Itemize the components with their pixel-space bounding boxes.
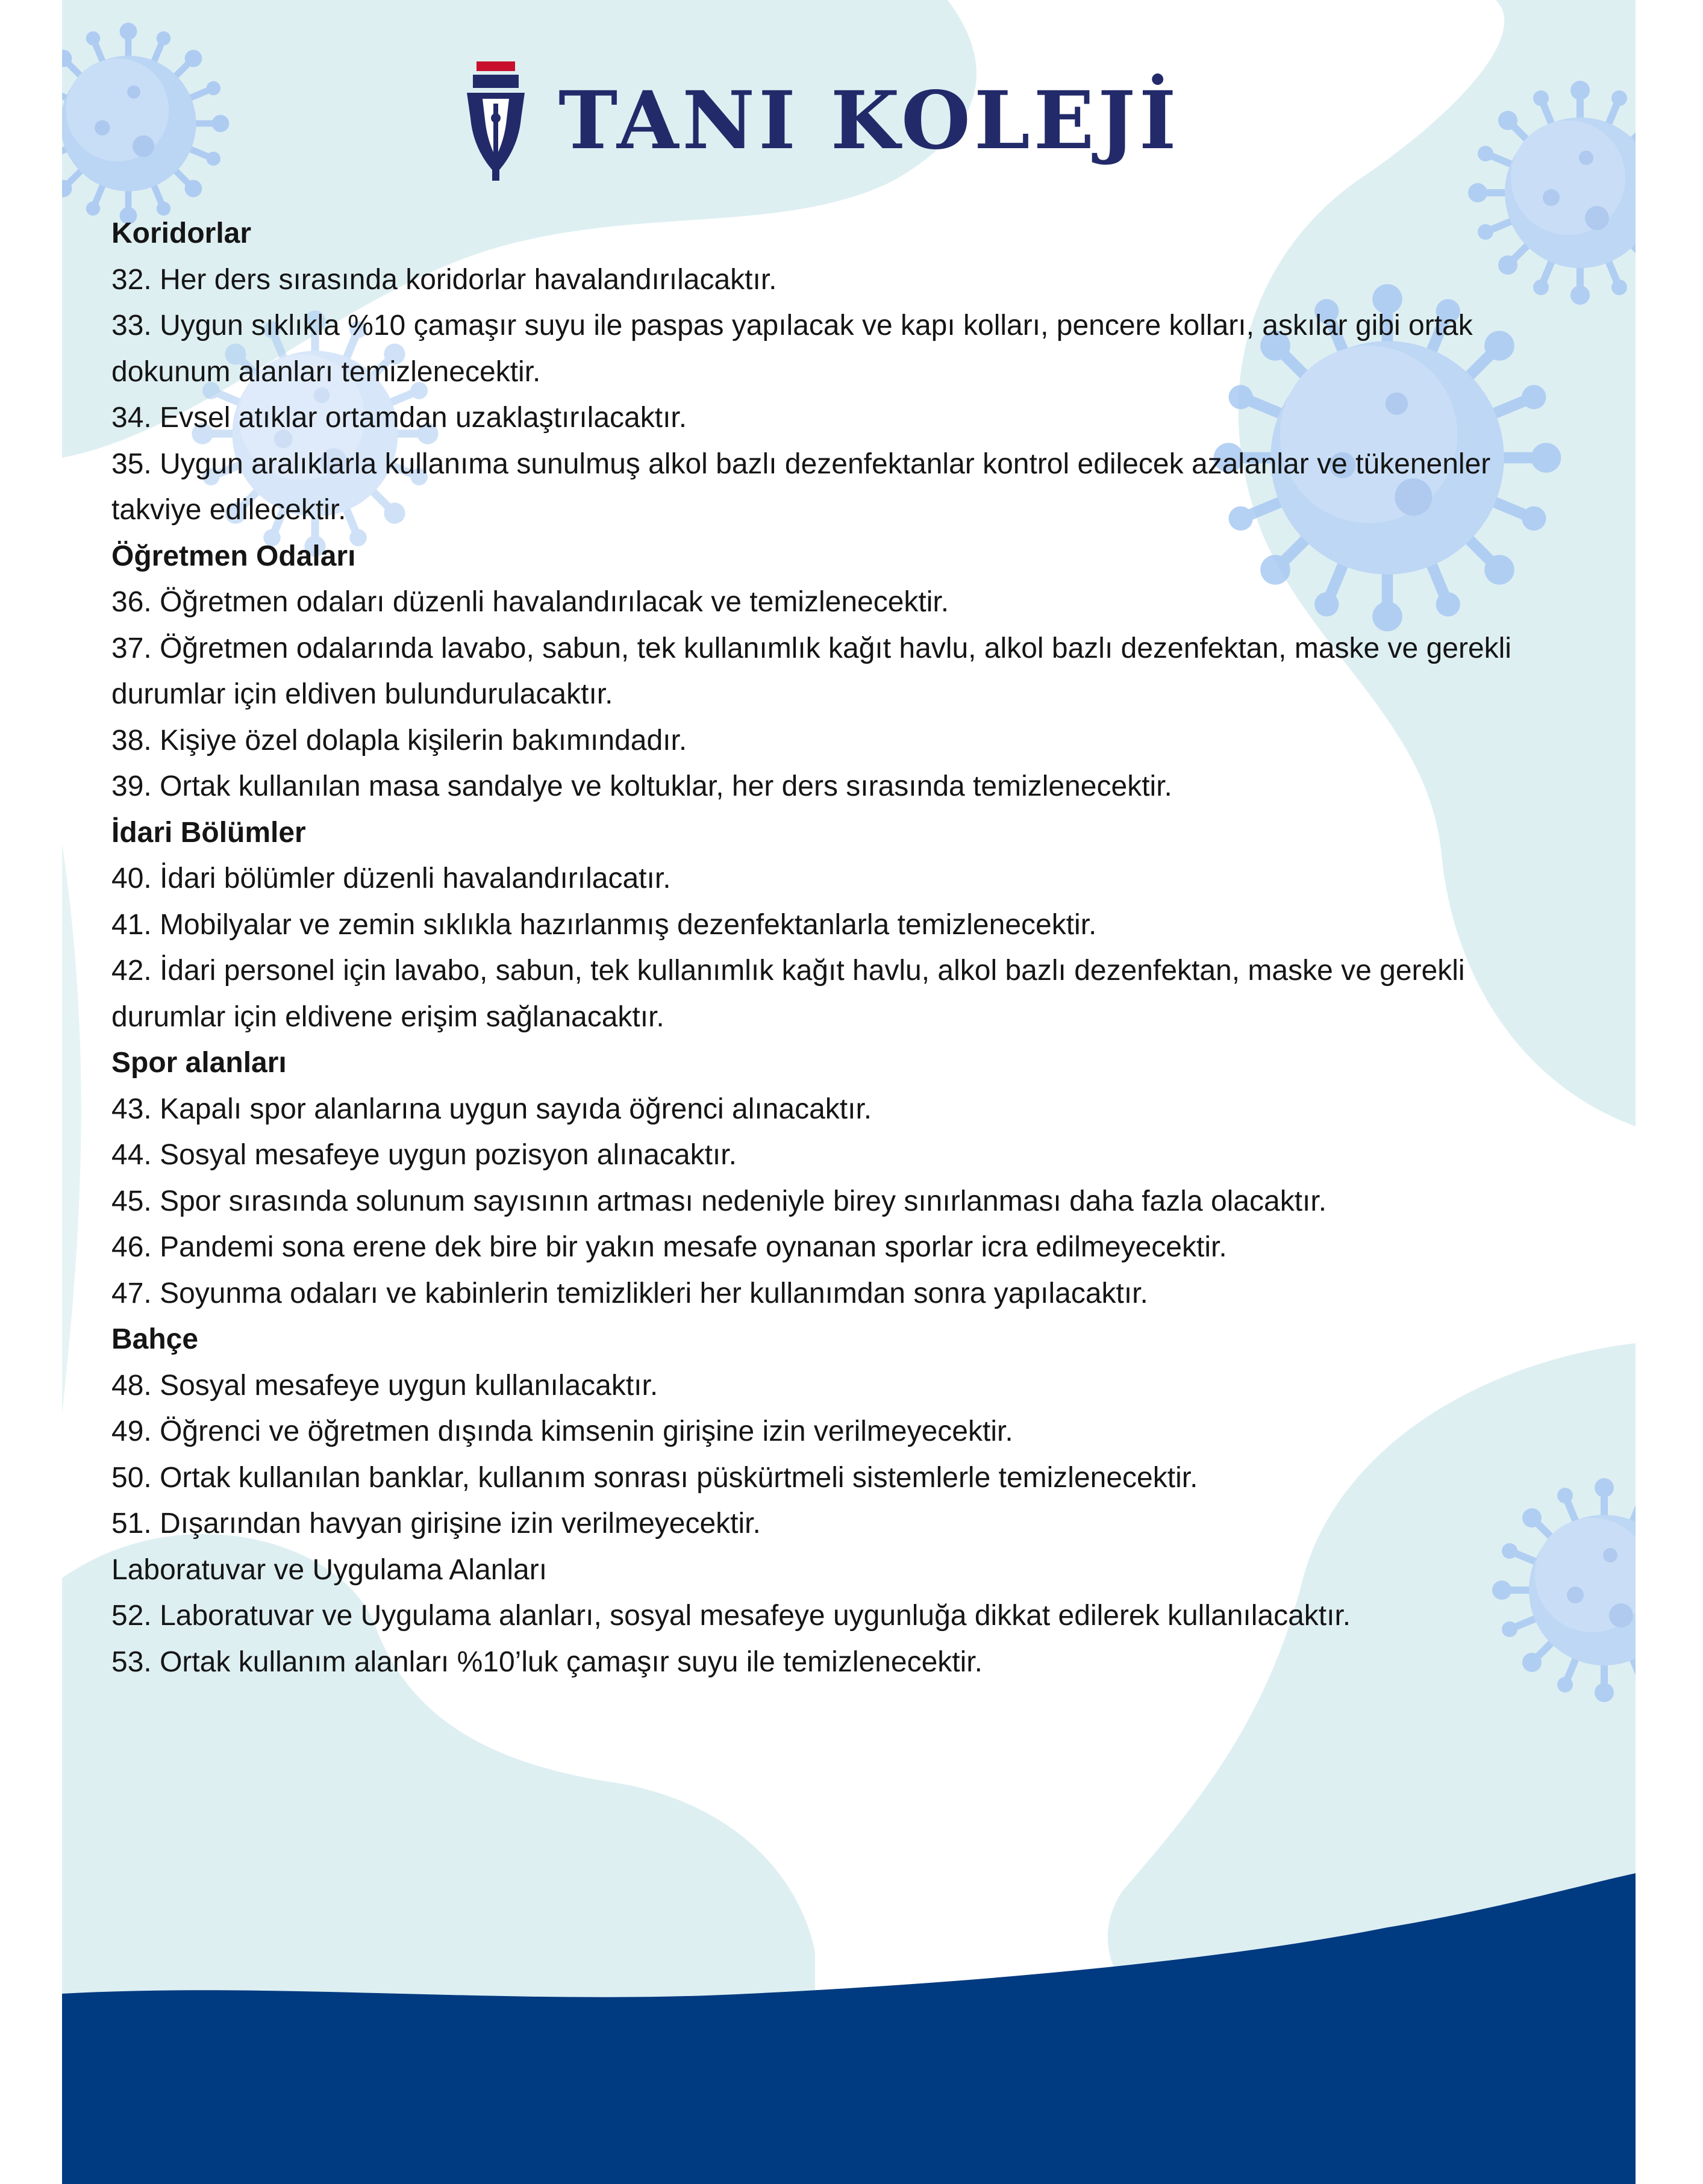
document-body [111,211,1630,1685]
rule-line: takviye edilecektir. [111,494,346,526]
rule-line: 50. Ortak kullanılan banklar, kullanım sonrası püskürtmeli sistemlerle temizlenecektir. [111,1461,1198,1494]
section-heading: İdari Bölümler [111,816,306,849]
rule-line: durumlar için eldiven bulundurulacaktır. [111,678,613,710]
section-heading: Öğretmen Odaları [111,540,356,572]
rule-line: 53. Ortak kullanım alanları %10’luk çamaşır suyu ile temizlenecektir. [111,1646,983,1678]
rule-line: durumlar için eldivene erişim sağlanacaktır. [111,1000,664,1033]
logo [454,57,1180,184]
rule-line: 51. Dışarından havyan girişine izin verilmeyecektir. [111,1508,761,1540]
rule-line: 42. İdari personel için lavabo, sabun, tek kullanımlık kağıt havlu, alkol bazlı dezenfektan, maske ve gerekli [111,955,1465,987]
rule-line: 45. Spor sırasında solunum sayısının artması nedeniyle birey sınırlanması daha fazla olacaktır. [111,1185,1327,1217]
rule-line: 47. Soyunma odaları ve kabinlerin temizlikleri her kullanımdan sonra yapılacaktır. [111,1277,1148,1309]
rule-line: 44. Sosyal mesafeye uygun pozisyon alınacaktır. [111,1139,737,1171]
rule-line: 36. Öğretmen odaları düzenli havalandırılacak ve temizlenecektir. [111,586,949,618]
rule-line: 49. Öğrenci ve öğretmen dışında kimsenin girişine izin verilmeyecektir. [111,1415,1013,1447]
rule-line: 43. Kapalı spor alanlarına uygun sayıda öğrenci alınacaktır. [111,1093,872,1125]
section-heading: Laboratuvar ve Uygulama Alanları [111,1553,548,1586]
rule-line: 52. Laboratuvar ve Uygulama alanları, sosyal mesafeye uygunluğa dikkat edilerek kullanılacaktır. [111,1600,1351,1632]
rule-line: 39. Ortak kullanılan masa sandalye ve koltuklar, her ders sırasında temizlenecektir. [111,770,1172,802]
rule-line: 35. Uygun aralıklarla kullanıma sunulmuş alkol bazlı dezenfektanlar kontrol edilecek azalanlar ve tükenenler [111,448,1491,480]
rule-line: 40. İdari bölümler düzenli havalandırılacatır. [111,863,671,894]
fountain-pen-nib-icon [454,60,538,181]
section-heading: Koridorlar [111,217,252,249]
rule-line: 38. Kişiye özel dolapla kişilerin bakımındadır. [111,724,687,757]
rule-line: 37. Öğretmen odalarında lavabo, sabun, tek kullanımlık kağıt havlu, alkol bazlı dezenfektan, maske ve gerekli [111,632,1511,664]
rule-line: 32. Her ders sırasında koridorlar havalandırılacaktır. [111,263,777,296]
rule-line: dokunum alanları temizlenecektir. [111,355,541,388]
rule-line: 33. Uygun sıklıkla %10 çamaşır suyu ile paspas yapılacak ve kapı kolları, pencere kolları, askılar gibi ortak [111,310,1473,342]
section-heading: Spor alanları [111,1047,287,1079]
rule-line: 46. Pandemi sona erene dek bire bir yakın mesafe oynanan sporlar icra edilmeyecektir. [111,1231,1227,1263]
document-page [62,0,1636,2184]
section-heading: Bahçe [111,1323,199,1355]
rule-line: 34. Evsel atıklar ortamdan uzaklaştırılacaktır. [111,402,687,434]
rule-line: 41. Mobilyalar ve zemin sıklıkla hazırlanmış dezenfektanlarla temizlenecektir. [111,908,1097,941]
school-name: TANI KOLEJİ [558,73,1180,167]
rule-line: 48. Sosyal mesafeye uygun kullanılacaktır. [111,1369,658,1402]
